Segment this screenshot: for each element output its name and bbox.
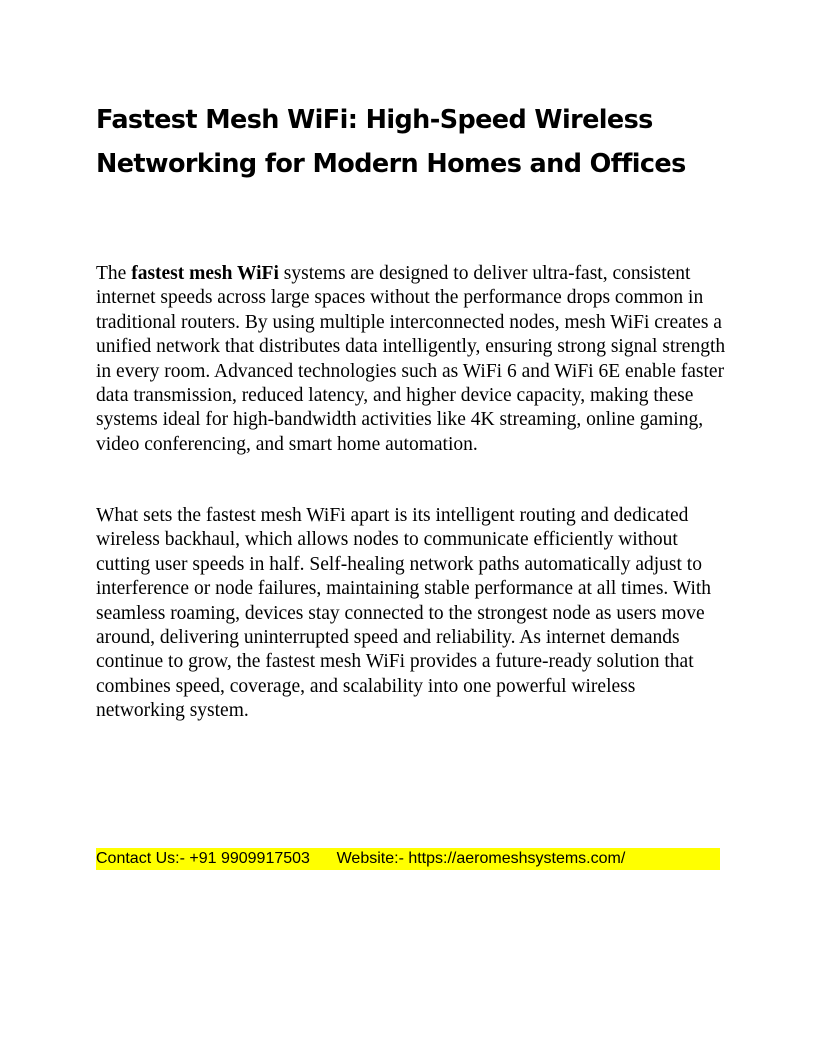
contact-phone: Contact Us:- +91 9909917503	[96, 850, 310, 867]
features-paragraph: What sets the fastest mesh WiFi apart is its intelligent routing and dedicated wireless backhaul, which allows nodes to communicate efficiently without cutting user speeds in half. Self-healing network paths automatically adjust to interference or node failures, maintaining stable performance at all times. With seamless roaming, devices stay connected to the strongest node as users move around, delivering uninterrupted speed and reliability. As internet demands continue to grow, the fastest mesh WiFi provides a future-ready solution that combines speed, coverage, and scalability into one powerful wireless networking system.	[96, 505, 712, 722]
contact-separator	[310, 850, 337, 867]
contact-website: Website:- https://aeromeshsystems.com/	[336, 850, 626, 867]
intro-bold-keyword: fastest mesh WiFi	[131, 263, 279, 284]
contact-banner	[96, 848, 720, 870]
intro-paragraph	[96, 262, 728, 457]
intro-lead-text: The	[96, 263, 132, 284]
page-title: Fastest Mesh WiFi: High-Speed Wireless Networking for Modern Homes and Offices	[96, 105, 686, 179]
intro-body-text: systems are designed to deliver ultra-fast, consistent internet speeds across large spaces without the performance drops common in traditional routers. By using multiple interconnected nodes, mesh WiFi creates a unified network that distributes data intelligently, ensuring strong signal strength in every room. Advanced technologies such as WiFi 6 and WiFi 6E enable faster data transmission, reduced latency, and higher device capacity, making these systems ideal for high-bandwidth activities like 4K streaming, online gaming, video conferencing, and smart home automation.	[96, 263, 726, 455]
